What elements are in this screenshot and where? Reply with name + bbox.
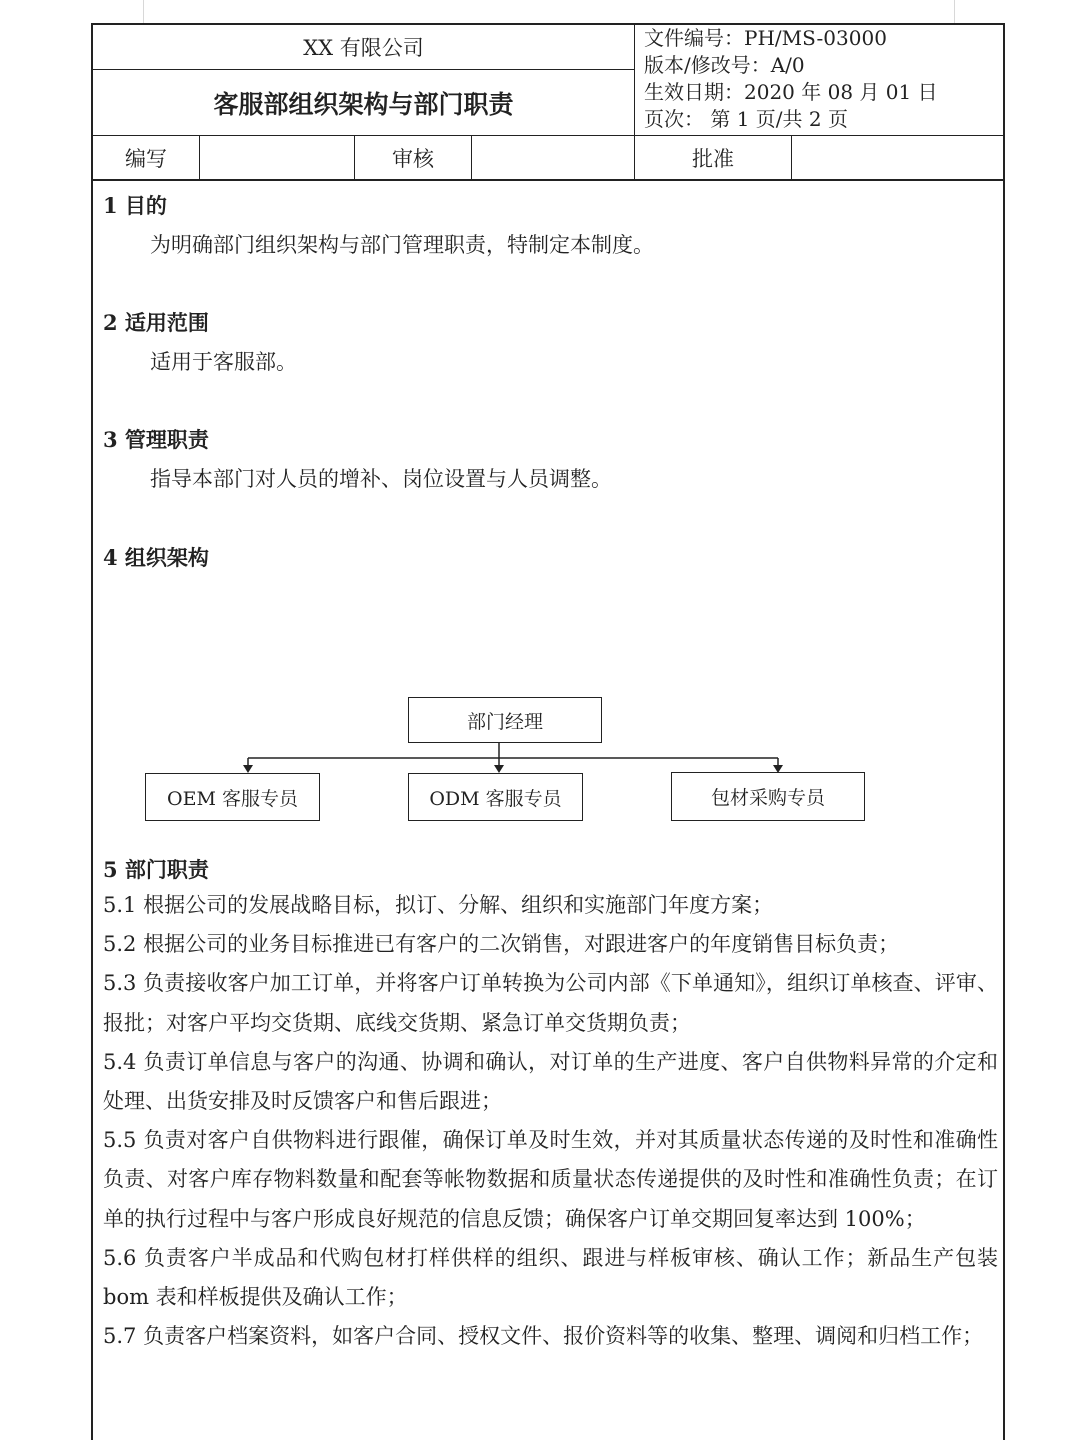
doc-number: 文件编号：PH/MS-03000 bbox=[644, 26, 887, 50]
duty-item: 5.1 根据公司的发展战略目标，拟订、分解、组织和实施部门年度方案； bbox=[103, 893, 774, 917]
section-purpose-title: 1 目的 bbox=[103, 193, 167, 218]
section-scope-title: 2 适用范围 bbox=[103, 310, 209, 335]
org-packaging-box: 包材采购专员 bbox=[671, 772, 865, 821]
page-edge-right bbox=[954, 0, 955, 24]
effective-date: 生效日期：2020 年 08 月 01 日 bbox=[644, 80, 938, 104]
duty-item: 5.6 负责客户半成品和代购包材打样供样的组织、跟进与样板审核、确认工作；新品生产包装 bom 表和样板提供及确认工作； bbox=[103, 1245, 998, 1310]
duty-item: 5.2 根据公司的业务目标推进已有客户的二次销售，对跟进客户的年度销售目标负责； bbox=[103, 932, 900, 957]
arrow-mid bbox=[494, 765, 504, 773]
duty-list bbox=[103, 886, 998, 1356]
document-title: 客服部组织架构与部门职责 bbox=[93, 70, 635, 135]
section-mgmt-body: 指导本部门对人员的增补、岗位设置与人员调整。 bbox=[150, 467, 612, 491]
section-org-title: 4 组织架构 bbox=[103, 545, 209, 570]
org-oem-box: OEM 客服专员 bbox=[145, 773, 320, 821]
prepared-label: 编写 bbox=[93, 136, 200, 179]
duty-item: 5.4 负责订单信息与客户的沟通、协调和确认，对订单的生产进度、客户自供物料异常的介定和处理、出货安排及时反馈客户和售后跟进； bbox=[103, 1049, 998, 1114]
document-page bbox=[91, 23, 1005, 1440]
doc-version: 版本/修改号：A/0 bbox=[644, 53, 805, 77]
duty-item: 5.5 负责对客户自供物料进行跟催，确保订单及时生效，并对其质量状态传递的及时性和准确性负责、对客户库存物料数量和配套等帐物数据和质量状态传递提供的及时性和准确性负责；在订单的执行过程中与客户形成良好规范的信息反馈；确保客户订单交期回复率达到 100%； bbox=[103, 1128, 998, 1231]
arrow-left bbox=[243, 765, 253, 773]
duty-item: 5.3 负责接收客户加工订单，并将客户订单转换为公司内部《下单通知》，组织订单核查、评审、报批；对客户平均交货期、底线交货期、紧急订单交货期负责； bbox=[103, 971, 998, 1035]
reviewed-label: 审核 bbox=[355, 136, 472, 179]
page-info: 页次： 第 1 页/共 2 页 bbox=[644, 107, 848, 131]
org-odm-box: ODM 客服专员 bbox=[408, 773, 583, 821]
section-scope-body: 适用于客服部。 bbox=[150, 350, 297, 374]
page-edge-left bbox=[143, 0, 144, 24]
section-mgmt-title: 3 管理职责 bbox=[103, 427, 209, 452]
company-name: XX 有限公司 bbox=[93, 25, 635, 70]
section-purpose-body: 为明确部门组织架构与部门管理职责，特制定本制度。 bbox=[150, 233, 654, 257]
approved-label: 批准 bbox=[635, 136, 792, 179]
section-duties-title: 5 部门职责 bbox=[103, 857, 209, 882]
duty-item: 5.7 负责客户档案资料，如客户合同、授权文件、报价资料等的收集、整理、调阅和归档工作； bbox=[103, 1324, 984, 1349]
org-manager-box: 部门经理 bbox=[408, 697, 602, 743]
